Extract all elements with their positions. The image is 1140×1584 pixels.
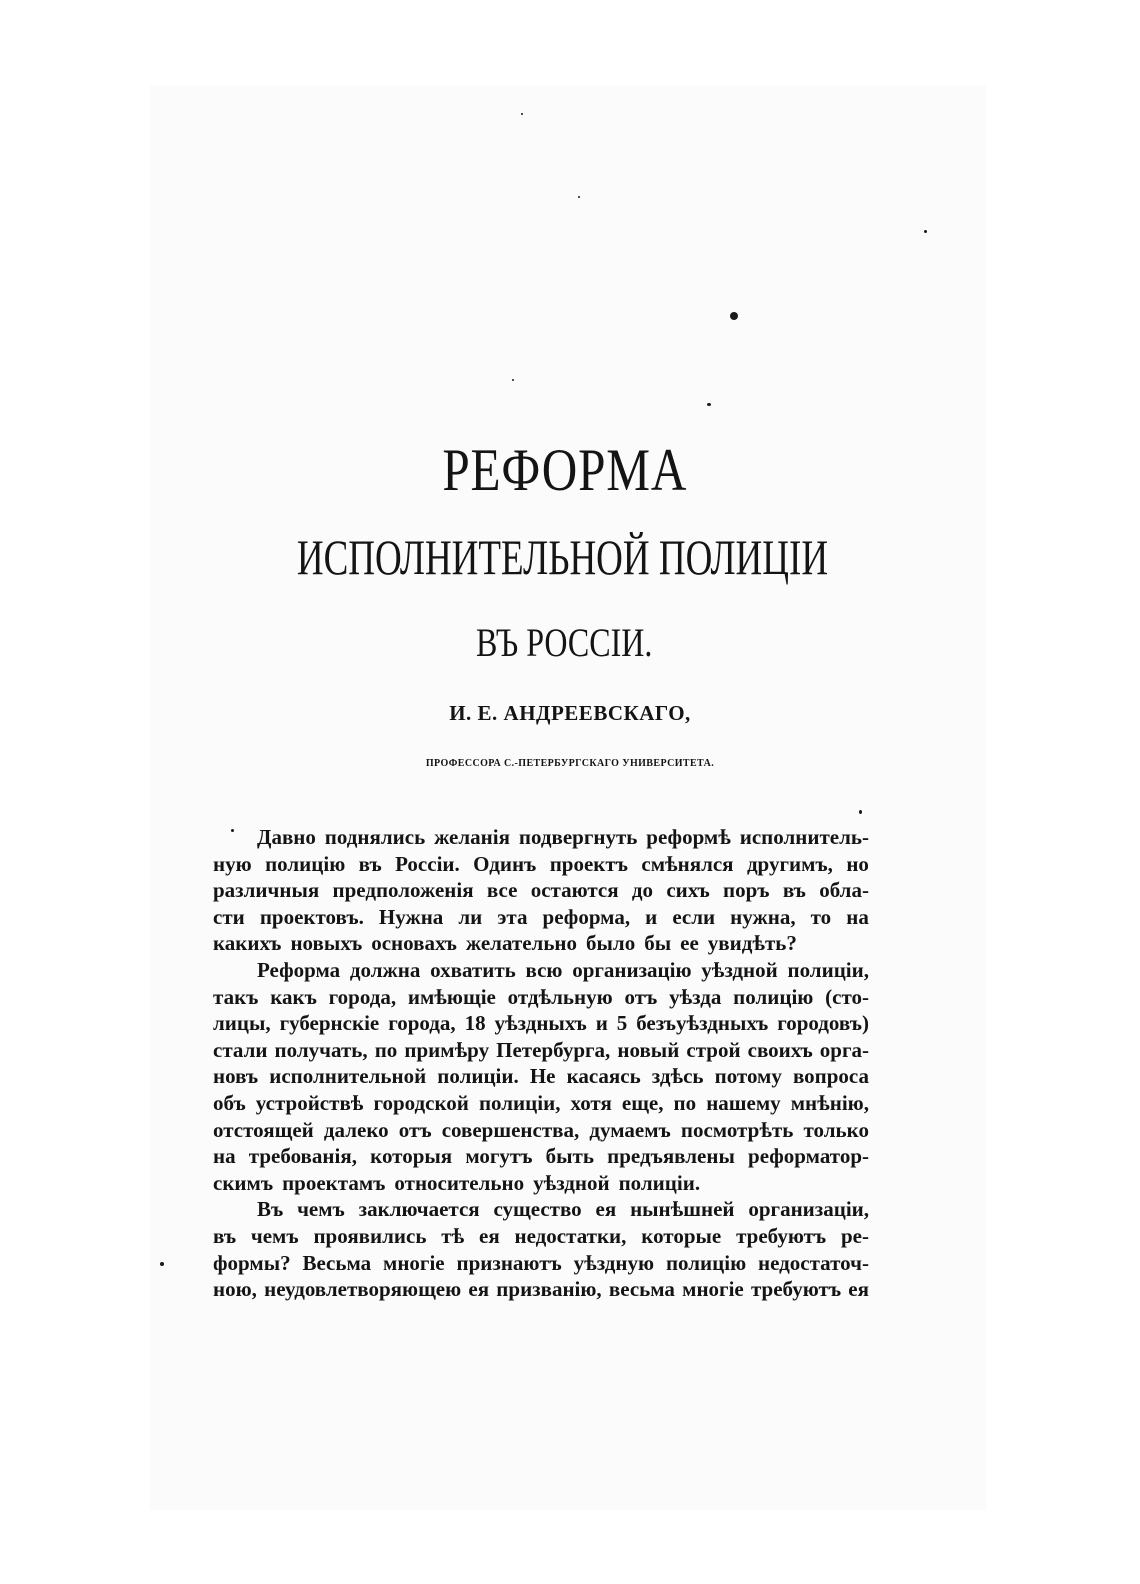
text-line: новъ исполнительной полиціи. Не касаясь здѣсь потому вопроса <box>213 1064 869 1089</box>
text-line: Реформа должна охватить всю организацію уѣздной полиціи, <box>257 957 869 982</box>
text-line: въ чемъ проявились тѣ ея недостатки, которые требуютъ ре- <box>213 1223 869 1248</box>
scan-speck <box>578 196 580 198</box>
text-line: отстоящей далеко отъ совершенства, думаемъ посмотрѣть только <box>213 1117 869 1142</box>
title-main: РЕФОРМА <box>442 437 688 503</box>
text-line: скимъ проектамъ относительно уѣздной полиціи. <box>213 1170 701 1195</box>
text-line: на требованія, которыя могутъ быть предъявлены реформатор- <box>213 1144 869 1169</box>
text-line: лицы, губернскіе города, 18 уѣздныхъ и 5 безъуѣздныхъ городовъ) <box>213 1011 869 1036</box>
scan-speck <box>160 1262 164 1266</box>
title-subtitle: ИСПОЛНИТЕЛЬНОЙ ПОЛИЦІИ <box>296 529 829 585</box>
text-line: объ устройствѣ городской полиціи, хотя еще, по нашему мнѣнію, <box>213 1090 869 1115</box>
author-affiliation: ПРОФЕССОРА С.-ПЕТЕРБУРГСКАГО УНИВЕРСИТЕТА. <box>425 758 715 769</box>
text-line: Въ чемъ заключается существо ея нынѣшней организаціи, <box>257 1197 869 1222</box>
text-line: формы? Весьма многіе признаютъ уѣздную полицію недостаточ- <box>213 1250 869 1275</box>
scan-speck <box>924 230 927 233</box>
scan-speck <box>521 113 523 115</box>
scan-speck <box>859 810 862 814</box>
text-line: сти проектовъ. Нужна ли эта реформа, и если нужна, то на <box>213 904 869 929</box>
body-text <box>213 824 869 1303</box>
text-line: какихъ новыхъ основахъ желательно было бы ее увидѣть? <box>213 931 797 956</box>
scan-speck <box>707 403 711 406</box>
scan-speck <box>730 312 738 320</box>
author-name: И. Е. АНДРЕЕВСКАГО, <box>449 701 691 725</box>
scan-speck <box>512 379 514 381</box>
text-line: ною, неудовлетворяющею ея призванію, весьма многіе требуютъ ея <box>213 1277 869 1302</box>
text-line: Давно поднялись желанія подвергнуть реформѣ исполнитель- <box>257 825 869 849</box>
text-line: стали получать, по примѣру Петербурга, новый строй своихъ орга- <box>213 1037 869 1062</box>
text-line: различныя предположенія все остаются до сихъ поръ въ обла- <box>213 878 869 903</box>
text-line: ную полицію въ Россіи. Одинъ проектъ смѣнялся другимъ, но <box>213 851 869 876</box>
title-location: ВЪ РОССІИ. <box>476 620 653 665</box>
text-line: такъ какъ города, имѣющіе отдѣльную отъ уѣзда полицію (сто- <box>213 984 869 1009</box>
